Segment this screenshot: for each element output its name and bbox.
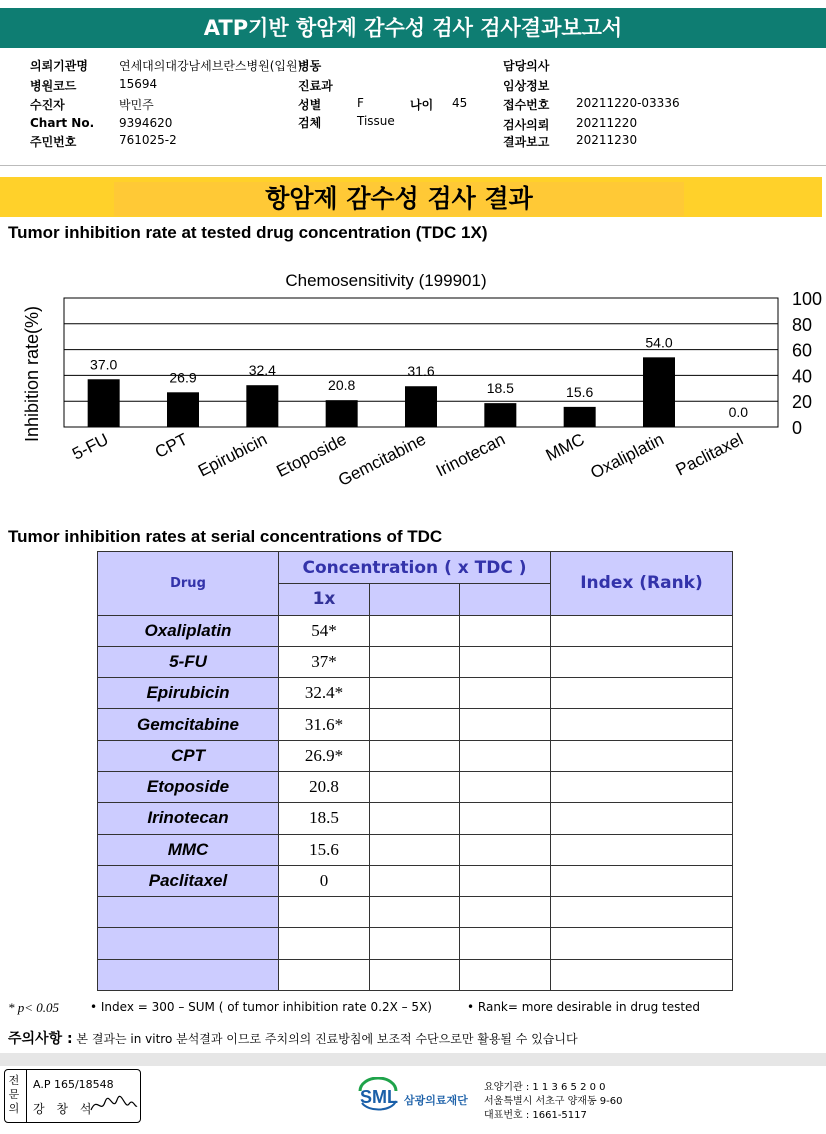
x-tick-label: Epirubicin xyxy=(195,429,271,481)
table-row xyxy=(98,678,733,709)
conc-empty-cell xyxy=(460,740,551,771)
table-row xyxy=(98,615,733,646)
index-cell xyxy=(551,615,733,646)
doctor-label: 담당의사 xyxy=(503,59,550,73)
conc-1x-cell: 18.5 xyxy=(279,803,370,834)
drug-cell xyxy=(98,897,279,928)
drug-cell: Epirubicin xyxy=(98,678,279,709)
drug-cell: Gemcitabine xyxy=(98,709,279,740)
footnote-index: • Index = 300 – SUM ( of tumor inhibition rate 0.2X – 5X) xyxy=(90,1000,432,1014)
bar xyxy=(167,392,199,427)
sex-label: 성별 xyxy=(298,98,322,112)
caution-label: 주의사항 : xyxy=(8,1031,73,1047)
conc-empty-cell xyxy=(370,771,460,802)
conc-1x-cell: 20.8 xyxy=(279,771,370,802)
x-tick-label: Etoposide xyxy=(273,429,350,481)
conc-empty-cell xyxy=(370,678,460,709)
concentration-header: Concentration ( x TDC ) xyxy=(279,552,551,584)
conc-empty-cell xyxy=(370,646,460,677)
table-row xyxy=(98,834,733,865)
index-cell xyxy=(551,928,733,959)
conc-empty-cell xyxy=(460,646,551,677)
drug-cell: Oxaliplatin xyxy=(98,615,279,646)
bar-value-label: 15.6 xyxy=(566,383,594,400)
conc-empty-header xyxy=(460,584,551,615)
conc-empty-cell xyxy=(460,678,551,709)
divider xyxy=(0,165,826,166)
license-number: A.P 165/18548 xyxy=(33,1078,114,1091)
drug-cell xyxy=(98,959,279,990)
specimen-value: Tissue xyxy=(357,114,395,128)
footnote-p-text: * p< 0.05 xyxy=(8,1000,60,1015)
conc-empty-header xyxy=(370,584,460,615)
bar-value-label: 54.0 xyxy=(645,334,673,351)
conc-empty-cell xyxy=(370,834,460,865)
conc-empty-cell xyxy=(370,740,460,771)
drug-header: Drug xyxy=(98,552,279,616)
conc-empty-cell xyxy=(370,959,460,990)
table-row xyxy=(98,897,733,928)
id-label: 주민번호 xyxy=(30,135,77,149)
x-tick-label: Oxaliplatin xyxy=(587,429,667,483)
footnote-p xyxy=(8,1000,59,1016)
y-tick-label: 100 xyxy=(792,289,823,309)
table-row xyxy=(98,959,733,990)
bar xyxy=(564,407,596,427)
sex-value: F xyxy=(357,96,364,110)
conc-empty-cell xyxy=(460,803,551,834)
index-cell xyxy=(551,771,733,802)
table-row xyxy=(98,709,733,740)
index-cell xyxy=(551,709,733,740)
bar xyxy=(405,386,437,427)
conc-empty-cell xyxy=(460,928,551,959)
section1-title: Tumor inhibition rate at tested drug concentration (TDC 1X) xyxy=(8,223,488,242)
y-axis-label: Inhibition rate(%) xyxy=(22,305,42,443)
bar-value-label: 18.5 xyxy=(486,380,514,397)
report-label: 결과보고 xyxy=(503,135,550,149)
x-tick-label: 5-FU xyxy=(69,429,112,464)
bar xyxy=(88,379,120,427)
x-tick-label: MMC xyxy=(542,429,588,466)
age-value: 45 xyxy=(452,96,468,110)
request-label: 검사의뢰 xyxy=(503,118,550,132)
index-cell xyxy=(551,865,733,896)
y-tick-label: 60 xyxy=(792,340,813,361)
drug-cell: Etoposide xyxy=(98,771,279,802)
conc-1x-cell: 32.4* xyxy=(279,678,370,709)
conc-1x-cell xyxy=(279,959,370,990)
patient-value: 박민주 xyxy=(119,98,154,112)
bar-value-label: 32.4 xyxy=(248,362,276,379)
patient-label: 수진자 xyxy=(30,98,65,112)
conc-1x-cell: 26.9* xyxy=(279,740,370,771)
bar-value-label: 37.0 xyxy=(90,356,118,373)
x-tick-label: Irinotecan xyxy=(432,429,509,481)
conc-empty-cell xyxy=(460,897,551,928)
ward-label: 병동 xyxy=(298,59,322,73)
accession-value: 20211220-03336 xyxy=(576,96,680,110)
pathologist-name: 강 창 석 xyxy=(33,1102,96,1116)
x-tick-label: Paclitaxel xyxy=(672,429,747,480)
caution-note xyxy=(8,1028,578,1048)
signature-mark xyxy=(89,1094,139,1116)
conc-empty-cell xyxy=(460,959,551,990)
drug-cell: Irinotecan xyxy=(98,803,279,834)
id-value: 761025-2 xyxy=(119,133,177,147)
x-tick-label: CPT xyxy=(151,429,191,462)
conc-1x-cell: 15.6 xyxy=(279,834,370,865)
age-label: 나이 xyxy=(410,98,434,112)
drug-cell: 5-FU xyxy=(98,646,279,677)
drug-cell: MMC xyxy=(98,834,279,865)
conc-1x-cell: 31.6* xyxy=(279,709,370,740)
bar-value-label: 20.8 xyxy=(328,377,356,394)
report-value: 20211230 xyxy=(576,133,638,147)
company-phone: 대표번호 : 1661-5117 xyxy=(484,1110,587,1121)
dept-label: 진료과 xyxy=(298,79,333,93)
clinical-label: 임상정보 xyxy=(503,79,550,93)
y-tick-label: 40 xyxy=(792,366,813,387)
drug-cell: Paclitaxel xyxy=(98,865,279,896)
conc-empty-cell xyxy=(370,897,460,928)
bar-value-label: 31.6 xyxy=(407,363,435,380)
conc-empty-cell xyxy=(370,615,460,646)
conc-1x-cell: 37* xyxy=(279,646,370,677)
company-address: 서울특별시 서초구 양재동 9-60 xyxy=(484,1096,623,1107)
chart-label: Chart No. xyxy=(30,116,95,130)
conc-empty-cell xyxy=(370,928,460,959)
drug-cell xyxy=(98,928,279,959)
conc-empty-cell xyxy=(370,709,460,740)
index-cell xyxy=(551,646,733,677)
conc-empty-cell xyxy=(460,709,551,740)
bar xyxy=(326,400,358,427)
index-cell xyxy=(551,803,733,834)
index-cell xyxy=(551,740,733,771)
drug-cell: CPT xyxy=(98,740,279,771)
conc-1x-cell xyxy=(279,897,370,928)
y-axis-ticks xyxy=(792,289,822,438)
index-cell xyxy=(551,678,733,709)
conc-empty-cell xyxy=(460,615,551,646)
conc-empty-cell xyxy=(460,771,551,802)
band-title: 항암제 감수성 검사 결과 xyxy=(265,184,533,213)
conc-1x-cell: 0 xyxy=(279,865,370,896)
table-row xyxy=(98,771,733,802)
index-cell xyxy=(551,834,733,865)
index-header: Index (Rank) xyxy=(551,552,733,616)
report-title: ATP기반 항암제 감수성 검사 검사결과보고서 xyxy=(0,8,826,48)
conc-1x-cell xyxy=(279,928,370,959)
request-value: 20211220 xyxy=(576,116,638,130)
x-axis-ticks xyxy=(69,430,746,490)
conc-empty-cell xyxy=(370,803,460,834)
company-code: 요양기관 : 1 1 3 6 5 2 0 0 xyxy=(484,1082,606,1093)
y-tick-label: 0 xyxy=(792,418,803,438)
bar xyxy=(484,403,516,427)
x-tick-label: Gemcitabine xyxy=(335,429,429,490)
index-cell xyxy=(551,959,733,990)
hospital-code-label: 병원코드 xyxy=(30,79,77,93)
concentration-table xyxy=(97,551,733,991)
conc-empty-cell xyxy=(460,865,551,896)
index-cell xyxy=(551,897,733,928)
caution-text: 본 결과는 in vitro 분석결과 이므로 주치의의 진료방침에 보조적 수단으로만 활용될 수 있습니다 xyxy=(76,1032,578,1046)
table-row xyxy=(98,865,733,896)
section2-title: Tumor inhibition rates at serial concentrations of TDC xyxy=(8,527,443,546)
sml-logo-text: SML xyxy=(360,1087,398,1107)
signature-divider xyxy=(26,1070,27,1122)
specialist-label: 전문의 xyxy=(8,1074,20,1115)
accession-label: 접수번호 xyxy=(503,98,550,112)
conc-empty-cell xyxy=(370,865,460,896)
bar-value-label: 0.0 xyxy=(728,404,749,420)
bar xyxy=(643,357,675,427)
hospital-code-value: 15694 xyxy=(119,77,158,91)
conc-empty-cell xyxy=(460,834,551,865)
chemosensitivity-chart xyxy=(0,262,826,517)
bar xyxy=(246,385,278,427)
chart-bars xyxy=(88,334,749,427)
footer-strip xyxy=(0,1053,826,1066)
y-tick-label: 20 xyxy=(792,392,813,413)
table-row xyxy=(98,646,733,677)
bar-value-label: 26.9 xyxy=(169,369,197,386)
chart-value: 9394620 xyxy=(119,116,173,130)
table-row xyxy=(98,803,733,834)
conc-1x-header: 1x xyxy=(279,584,370,615)
table-row xyxy=(98,740,733,771)
company-name: 삼광의료재단 xyxy=(404,1094,468,1107)
chart-title: Chemosensitivity (199901) xyxy=(285,271,487,290)
table-row xyxy=(98,928,733,959)
y-tick-label: 80 xyxy=(792,314,813,335)
signature-box xyxy=(4,1069,141,1123)
institution-value: 연세대의대강남세브란스병원(입원) xyxy=(119,59,303,73)
specimen-label: 검체 xyxy=(298,116,322,130)
conc-1x-cell: 54* xyxy=(279,615,370,646)
institution-label: 의뢰기관명 xyxy=(30,59,88,73)
footnote-rank: • Rank= more desirable in drug tested xyxy=(467,1000,701,1014)
